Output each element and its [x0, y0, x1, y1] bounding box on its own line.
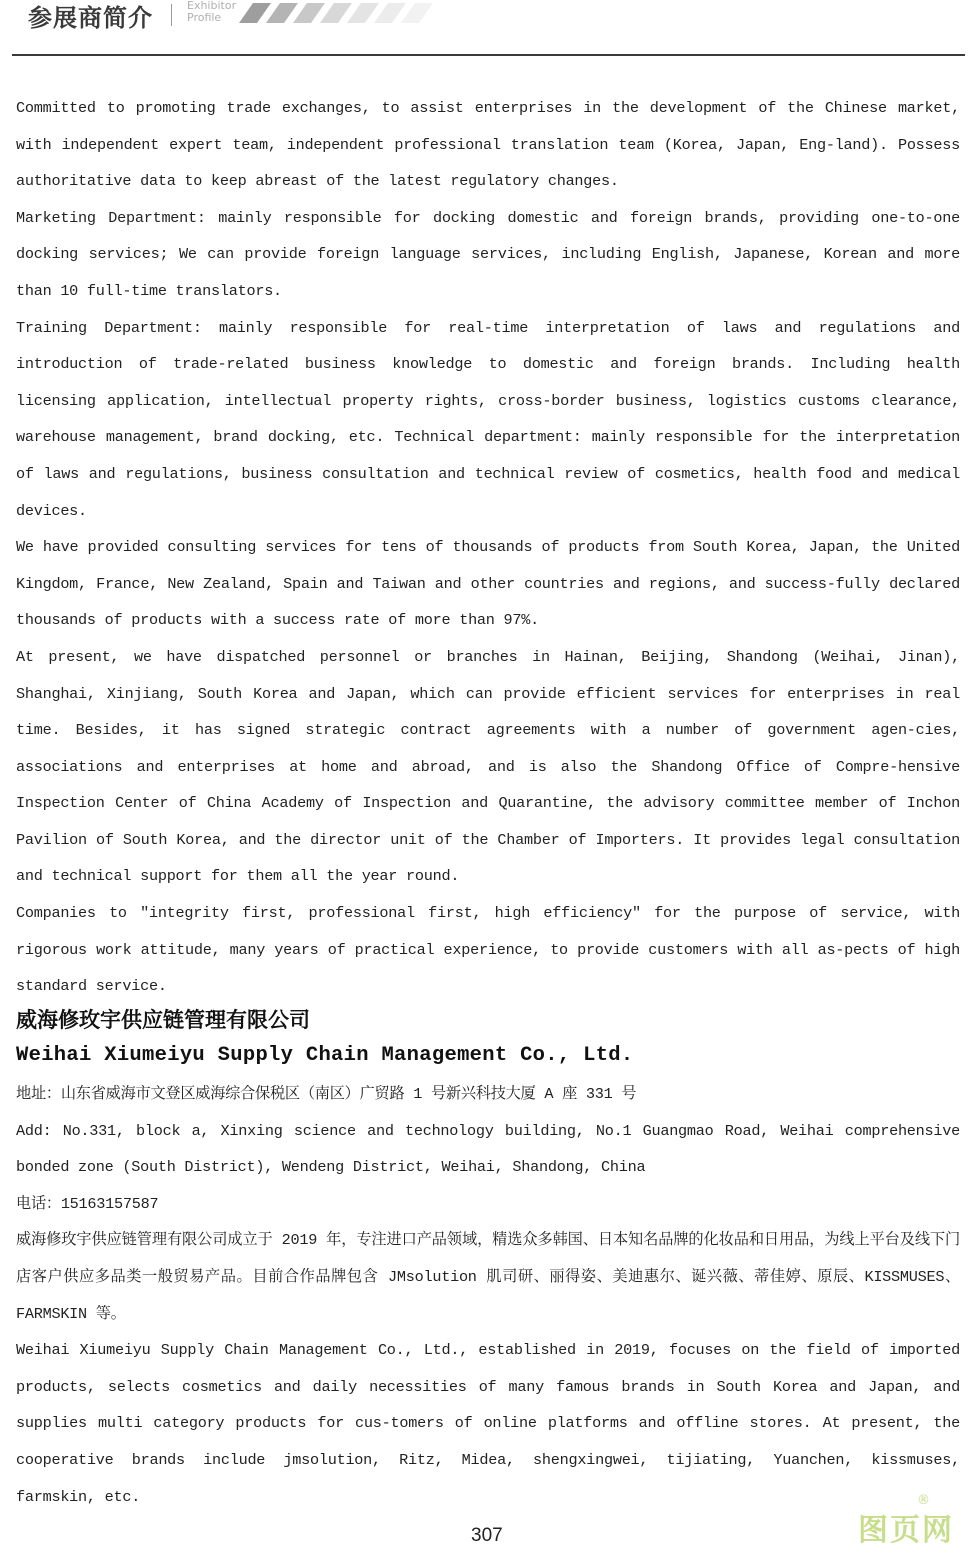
company-section [16, 1076, 960, 1515]
company-description-cn: 威海修玫宇供应链管理有限公司成立于 2019 年，专注进口产品领域，精选众多韩国、日本知名品牌的化妆品和日用品，为线上平台及线下门店客户供应多品类一般贸易产品。目前合作品牌包含 JMsolution 肌司研、丽得姿、美迪惠尔、诞兴薇、蒂佳婷、原辰、KISSMUSES、FARMSKIN 等。 [16, 1231, 960, 1323]
company-description-en: Weihai Xiumeiyu Supply Chain Management Co., Ltd., established in 2019, focuses on the field of imported products, selects cosmetics and daily necessities of many famous brands in South Korea and Japan, and supplies multi category products for cus-tomers of online platforms and offline stores. At present, the cooperative brands include jmsolution, Ritz, Midea, shengxingwei, tijiating, Yuanchen, kissmuses, farmskin, etc. [16, 1341, 960, 1506]
header-subtitle-line2: Profile [187, 11, 222, 24]
intro-paragraph: Committed to promoting trade exchanges, to assist enterprises in the development of the Chinese market, with independent expert team, independent professional translation team (Korea, Japan, Eng-land). Possess authoritative data to keep abreast of the latest regulatory changes. [16, 99, 960, 191]
page-number: 307 [471, 1525, 503, 1546]
header-stripe [239, 3, 271, 23]
header-rule [12, 54, 965, 56]
marketing-paragraph: Marketing Department: mainly responsible for docking domestic and foreign brands, providing one-to-one docking services; We can provide foreign language services, including English, Japanese, Korean and more than 10 full-time translators. [16, 208, 960, 300]
company-name-cn: 威海修玫宇供应链管理有限公司 [16, 1008, 310, 1032]
company-address-cn: 地址：山东省威海市文登区威海综合保税区（南区）广贸路 1 号新兴科技大厦 A 座 331 号 [16, 1085, 637, 1103]
company-phone: 电话：15163157587 [16, 1194, 159, 1213]
company-address-en: Add: No.331, block a, Xinxing science and technology building, No.1 Guangmao Road, Weihai comprehensive bonded zone (South District), Wendeng District, Weihai, Shandong, China [16, 1121, 960, 1177]
page-header [0, 0, 980, 60]
header-divider [171, 4, 172, 26]
watermark-logo: 图页网 [858, 1513, 954, 1548]
training-paragraph: Training Department: mainly responsible for real-time interpretation of laws and regulations and introduction of trade-related business knowledge to domestic and foreign brands. Including health licensing application, intellectual property rights, cross-border business, logistics customs clearance, warehouse management, brand docking, etc. Technical department: mainly responsible for the interpretation of laws and regulations, business consultation and technical review of cosmetics, health food and medical devices. [16, 318, 960, 520]
header-stripe [320, 3, 352, 23]
service-paragraph: Companies to "integrity first, professional first, high efficiency" for the purpose of service, with rigorous work attitude, many years of practical experience, to provide customers with all as-pects of high standard service. [16, 904, 960, 996]
consulting-paragraph: We have provided consulting services for tens of thousands of products from South Korea, Japan, the United Kingdom, France, New Zealand, Spain and Taiwan and other countries and regions, and success-fully declared thousands of products with a success rate of more than 97%. [16, 538, 960, 630]
intro-section [16, 90, 960, 1005]
branches-paragraph: At present, we have dispatched personnel or branches in Hainan, Beijing, Shandong (Weihai, Jinan), Shanghai, Xinjiang, South Korea and Japan, which can provide efficient services for enterprises in real time. Besides, it has signed strategic contract agreements with a number of government agen-cies, associations and enterprises at home and abroad, and is also the Shandong Office of Compre-hensive Inspection Center of China Academy of Inspection and Quarantine, the advisory committee member of Inchon Pavilion of South Korea, and the director unit of the Chamber of Importers. It provides legal consultation and technical support for them all the year round. [16, 647, 960, 886]
registered-mark-icon: ® [917, 1493, 930, 1508]
header-stripe [266, 3, 298, 23]
header-stripes-decoration [236, 3, 436, 23]
header-stripe [293, 3, 325, 23]
header-stripe [347, 3, 379, 23]
header-subtitle [187, 0, 236, 24]
header-stripe [401, 3, 433, 23]
header-stripe [374, 3, 406, 23]
company-name-en: Weihai Xiumeiyu Supply Chain Management Co., Ltd. [16, 1044, 634, 1067]
header-subtitle-line1: Exhibitor [187, 0, 237, 12]
header-title: 参展商简介 [28, 4, 153, 32]
